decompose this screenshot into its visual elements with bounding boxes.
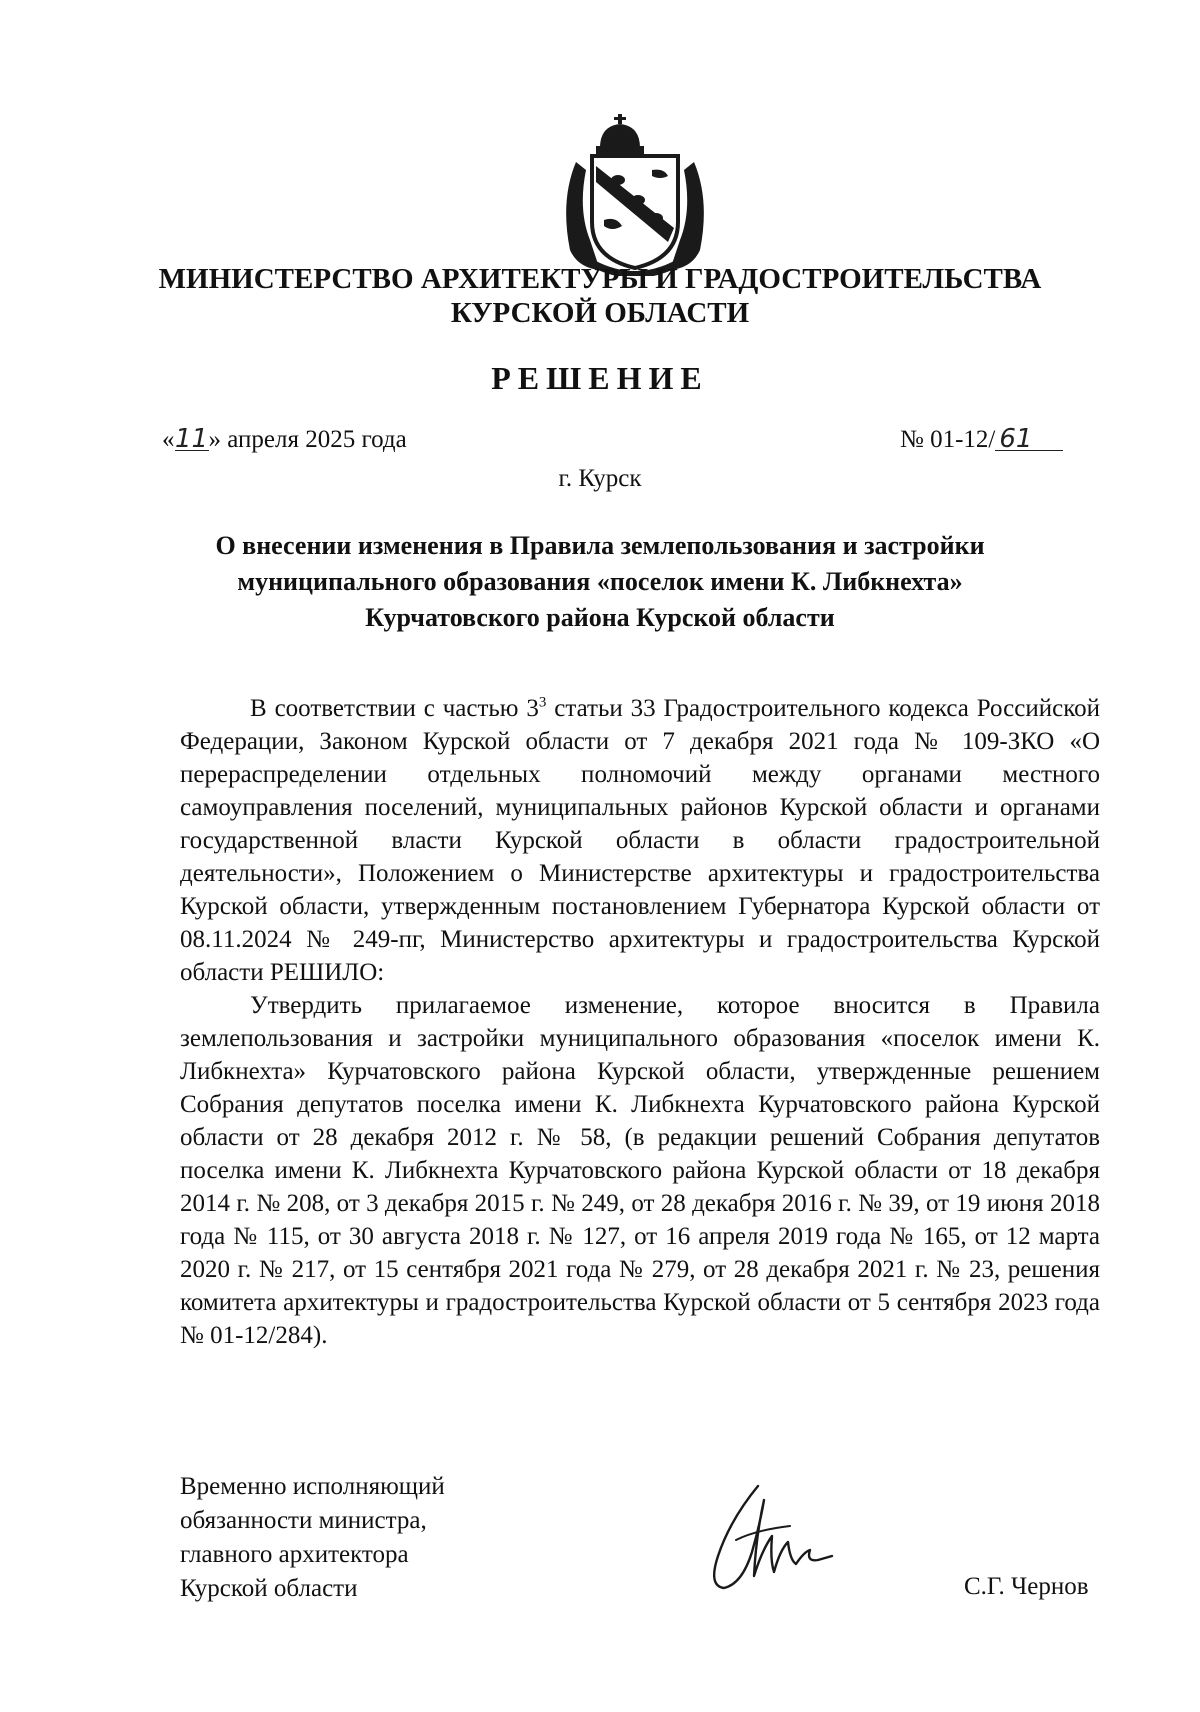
document-body	[180, 692, 1100, 1352]
paragraph-1-rest: статьи 33 Градостроительного кодекса Российской Федерации, Законом Курской области от 7 декабря 2021 года № 109-ЗКО «О перераспределении отдельных полномочий между органами местного самоуправления поселений, муниципальных районов Курской области и органами государственной власти Курской области в области градостроительной деятельности», Положением о Министерстве архитектуры и градостроительства Курской области, утвержденным постановлением Губернатора Курской области от 08.11.2024 № 249-пг, Министерство архитектуры и градостроительства Курской области РЕШИЛО:	[180, 695, 1100, 986]
document-number-handwritten: 61	[995, 428, 1063, 451]
date-month-year: » апреля 2025 года	[208, 426, 407, 453]
position-line4: Курской области	[180, 1575, 358, 1602]
document-type-title: РЕШЕНИЕ	[491, 360, 709, 396]
coat-of-arms-icon	[556, 110, 714, 276]
paragraph-1-start: В соответствии с частью 3	[250, 695, 539, 722]
document-city: г. Курск	[558, 465, 642, 492]
body-paragraph-2: Утвердить прилагаемое изменение, которое вносится в Правила землепользования и застройки муниципального образования «поселок имени К. Либкнехта» Курчатовского района Курской области, утвержденные решением Собрания депутатов поселка имени К. Либкнехта Курчатовского района Курской области от 28 декабря 2012 г. № 58, (в редакции решений Собрания депутатов поселка имени К. Либкнехта Курчатовского района Курской области от 18 декабря 2014 г. № 208, от 3 декабря 2015 г. № 249, от 28 декабря 2016 г. № 39, от 19 июня 2018 года № 115, от 30 августа 2018 г. № 127, от 16 апреля 2019 года № 165, от 12 марта 2020 г. № 217, от 15 сентября 2021 года № 279, от 28 декабря 2021 г. № 23, решения комитета архитектуры и градостроительства Курской области от 5 сентября 2023 года № 01-12/284).	[180, 992, 1100, 1349]
position-line2: обязанности министра,	[180, 1507, 427, 1534]
body-paragraph-1	[180, 692, 1100, 989]
ministry-name	[0, 262, 1200, 330]
ministry-name-line1: МИНИСТЕРСТВО АРХИТЕКТУРЫ И ГРАДОСТРОИТЕЛЬСТВА	[158, 263, 1042, 295]
date-open-quote: «	[162, 426, 175, 453]
document-number-prefix: № 01-12/	[900, 426, 996, 453]
document-number	[900, 426, 1063, 454]
paragraph-1-superscript: 3	[538, 694, 547, 711]
subject-line3: Курчатовского района Курской области	[365, 603, 835, 632]
subject-line2: муниципального образования «поселок имени К. Либкнехта»	[237, 567, 963, 596]
position-line3: главного архитектора	[180, 1541, 409, 1568]
signatory-name: С.Г. Чернов	[964, 1573, 1089, 1600]
signatory-position	[180, 1470, 445, 1606]
document-subject	[0, 528, 1200, 636]
ministry-name-line2: КУРСКОЙ ОБЛАСТИ	[450, 297, 750, 329]
subject-line1: О внесении изменения в Правила землепользования и застройки	[215, 531, 985, 560]
position-line1: Временно исполняющий	[180, 1473, 445, 1500]
handwritten-signature-icon	[700, 1480, 835, 1600]
document-date	[162, 426, 407, 454]
date-day-handwritten: 11	[174, 424, 209, 454]
